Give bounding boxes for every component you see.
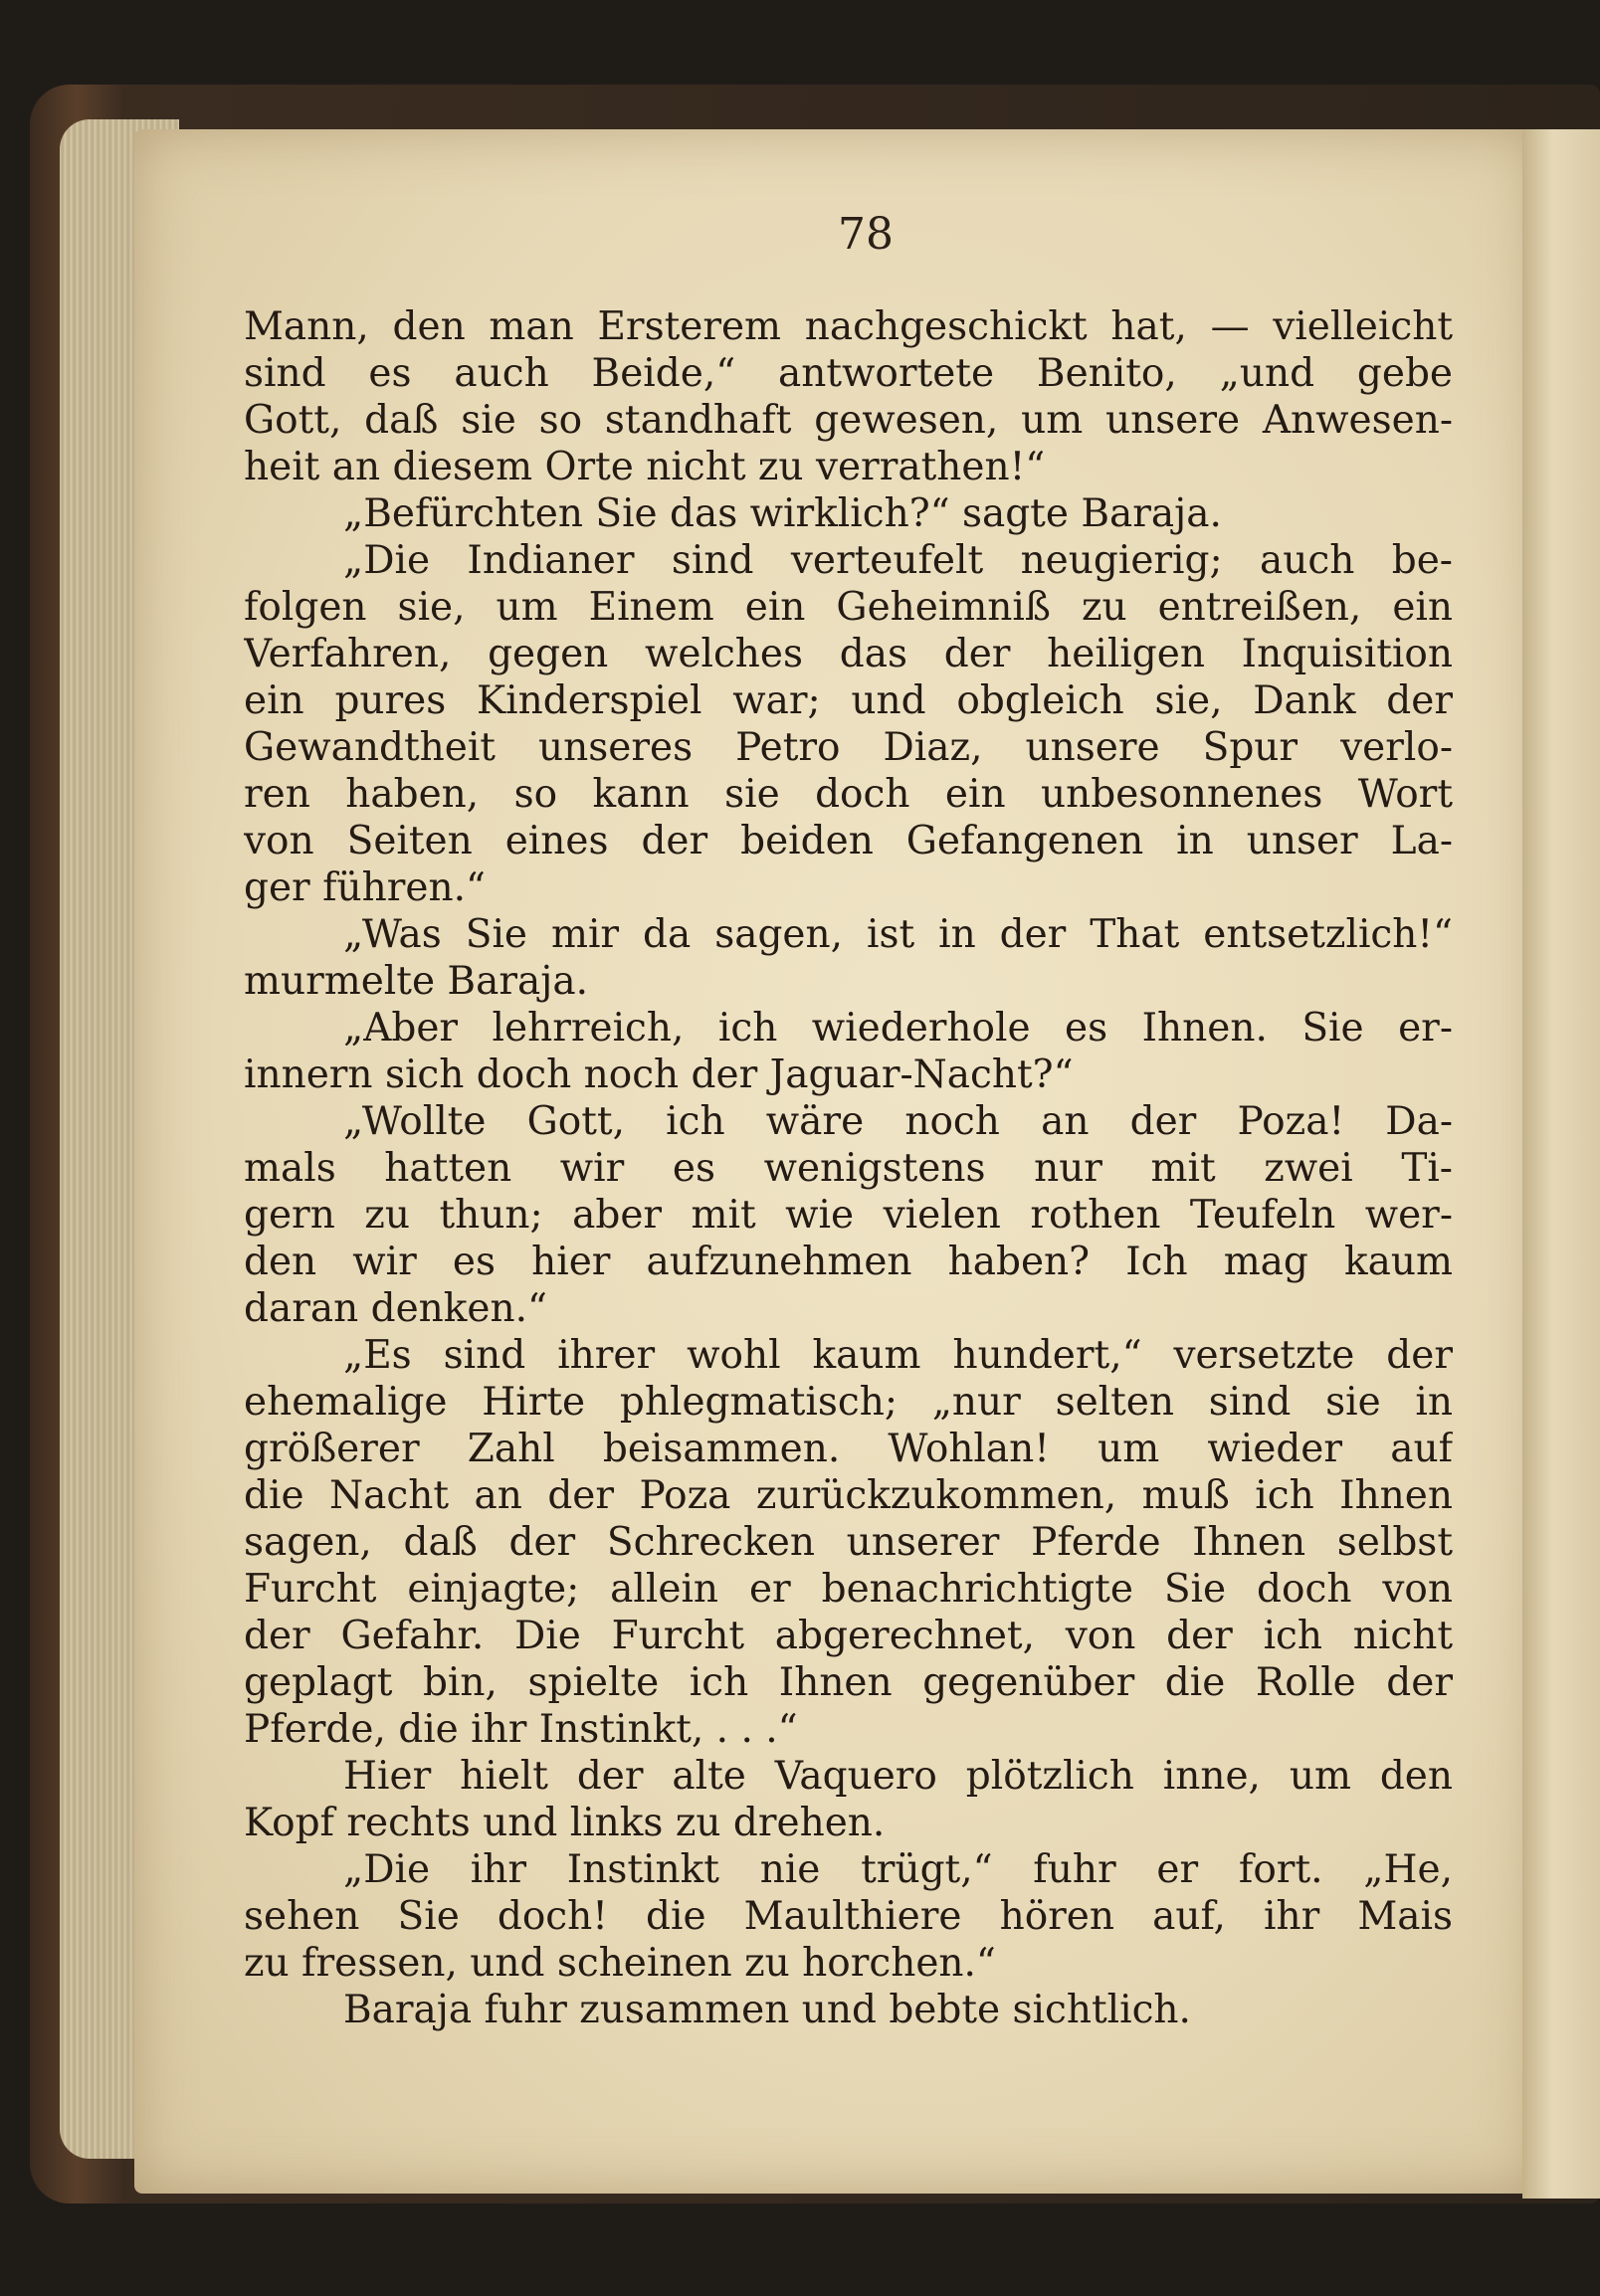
text-line: geplagt bin, spielte ich Ihnen gegenüber die Rolle der bbox=[244, 1660, 1453, 1705]
text-line: murmelte Baraja. bbox=[244, 959, 588, 1004]
text-line: „Die Indianer sind verteufelt neugierig; auch be- bbox=[343, 538, 1453, 583]
text-line: ger führen.“ bbox=[244, 865, 486, 910]
text-line: „Es sind ihrer wohl kaum hundert,“ versetzte der bbox=[343, 1333, 1453, 1378]
text-line: Pferde, die ihr Instinkt, . . .“ bbox=[244, 1707, 798, 1752]
text-line: „Aber lehrreich, ich wiederhole es Ihnen. Sie er- bbox=[343, 1006, 1453, 1051]
text-line: Gewandtheit unseres Petro Diaz, unsere Spur verlo- bbox=[244, 725, 1453, 770]
page-number: 78 bbox=[838, 209, 894, 260]
text-line: heit an diesem Orte nicht zu verrathen!“ bbox=[244, 445, 1046, 489]
text-line: Kopf rechts und links zu drehen. bbox=[244, 1801, 886, 1845]
text-line: sind es auch Beide,“ antwortete Benito, „und gebe bbox=[244, 351, 1453, 396]
text-line: „Was Sie mir da sagen, ist in der That entsetzlich!“ bbox=[343, 912, 1453, 957]
text-line: der Gefahr. Die Furcht abgerechnet, von der ich nicht bbox=[244, 1614, 1453, 1658]
text-line: daran denken.“ bbox=[244, 1286, 547, 1331]
text-line: ein pures Kinderspiel war; und obgleich sie, Dank der bbox=[244, 678, 1453, 723]
text-line: gern zu thun; aber mit wie vielen rothen Teufeln wer- bbox=[244, 1193, 1453, 1238]
text-line: innern sich doch noch der Jaguar-Nacht?“ bbox=[244, 1052, 1074, 1097]
next-page-edge bbox=[1522, 129, 1600, 2199]
text-line: ehemalige Hirte phlegmatisch; „nur selten sind sie in bbox=[244, 1380, 1453, 1425]
text-line: mals hatten wir es wenigstens nur mit zwei Ti- bbox=[244, 1146, 1453, 1191]
page-text bbox=[244, 303, 1453, 2033]
text-line: Mann, den man Ersterem nachgeschickt hat, — vielleicht bbox=[244, 304, 1453, 349]
text-line: ren haben, so kann sie doch ein unbesonnenes Wort bbox=[244, 772, 1453, 817]
text-line: Baraja fuhr zusammen und bebte sichtlich. bbox=[343, 1988, 1191, 2032]
text-line: von Seiten eines der beiden Gefangenen in unser La- bbox=[244, 819, 1453, 863]
text-line: „Die ihr Instinkt nie trügt,“ fuhr er fort. „He, bbox=[343, 1847, 1453, 1892]
text-line: Hier hielt der alte Vaquero plötzlich inne, um den bbox=[343, 1754, 1453, 1799]
text-line: sagen, daß der Schrecken unserer Pferde Ihnen selbst bbox=[244, 1520, 1453, 1565]
text-line: Verfahren, gegen welches das der heiligen Inquisition bbox=[244, 632, 1453, 676]
text-line: Furcht einjagte; allein er benachrichtigte Sie doch von bbox=[244, 1567, 1453, 1612]
text-line: folgen sie, um Einem ein Geheimniß zu entreißen, ein bbox=[244, 585, 1453, 630]
text-line: die Nacht an der Poza zurückzukommen, muß ich Ihnen bbox=[244, 1473, 1453, 1518]
text-line: größerer Zahl beisammen. Wohlan! um wieder auf bbox=[244, 1427, 1453, 1471]
text-line: zu fressen, und scheinen zu horchen.“ bbox=[244, 1941, 996, 1986]
text-line: sehen Sie doch! die Maulthiere hören auf, ihr Mais bbox=[244, 1894, 1453, 1939]
text-line: „Wollte Gott, ich wäre noch an der Poza! Da- bbox=[343, 1099, 1453, 1144]
text-line: „Befürchten Sie das wirklich?“ sagte Baraja. bbox=[343, 491, 1222, 536]
text-line: Gott, daß sie so standhaft gewesen, um unsere Anwesen- bbox=[244, 398, 1453, 443]
text-line: den wir es hier aufzunehmen haben? Ich mag kaum bbox=[244, 1240, 1453, 1284]
